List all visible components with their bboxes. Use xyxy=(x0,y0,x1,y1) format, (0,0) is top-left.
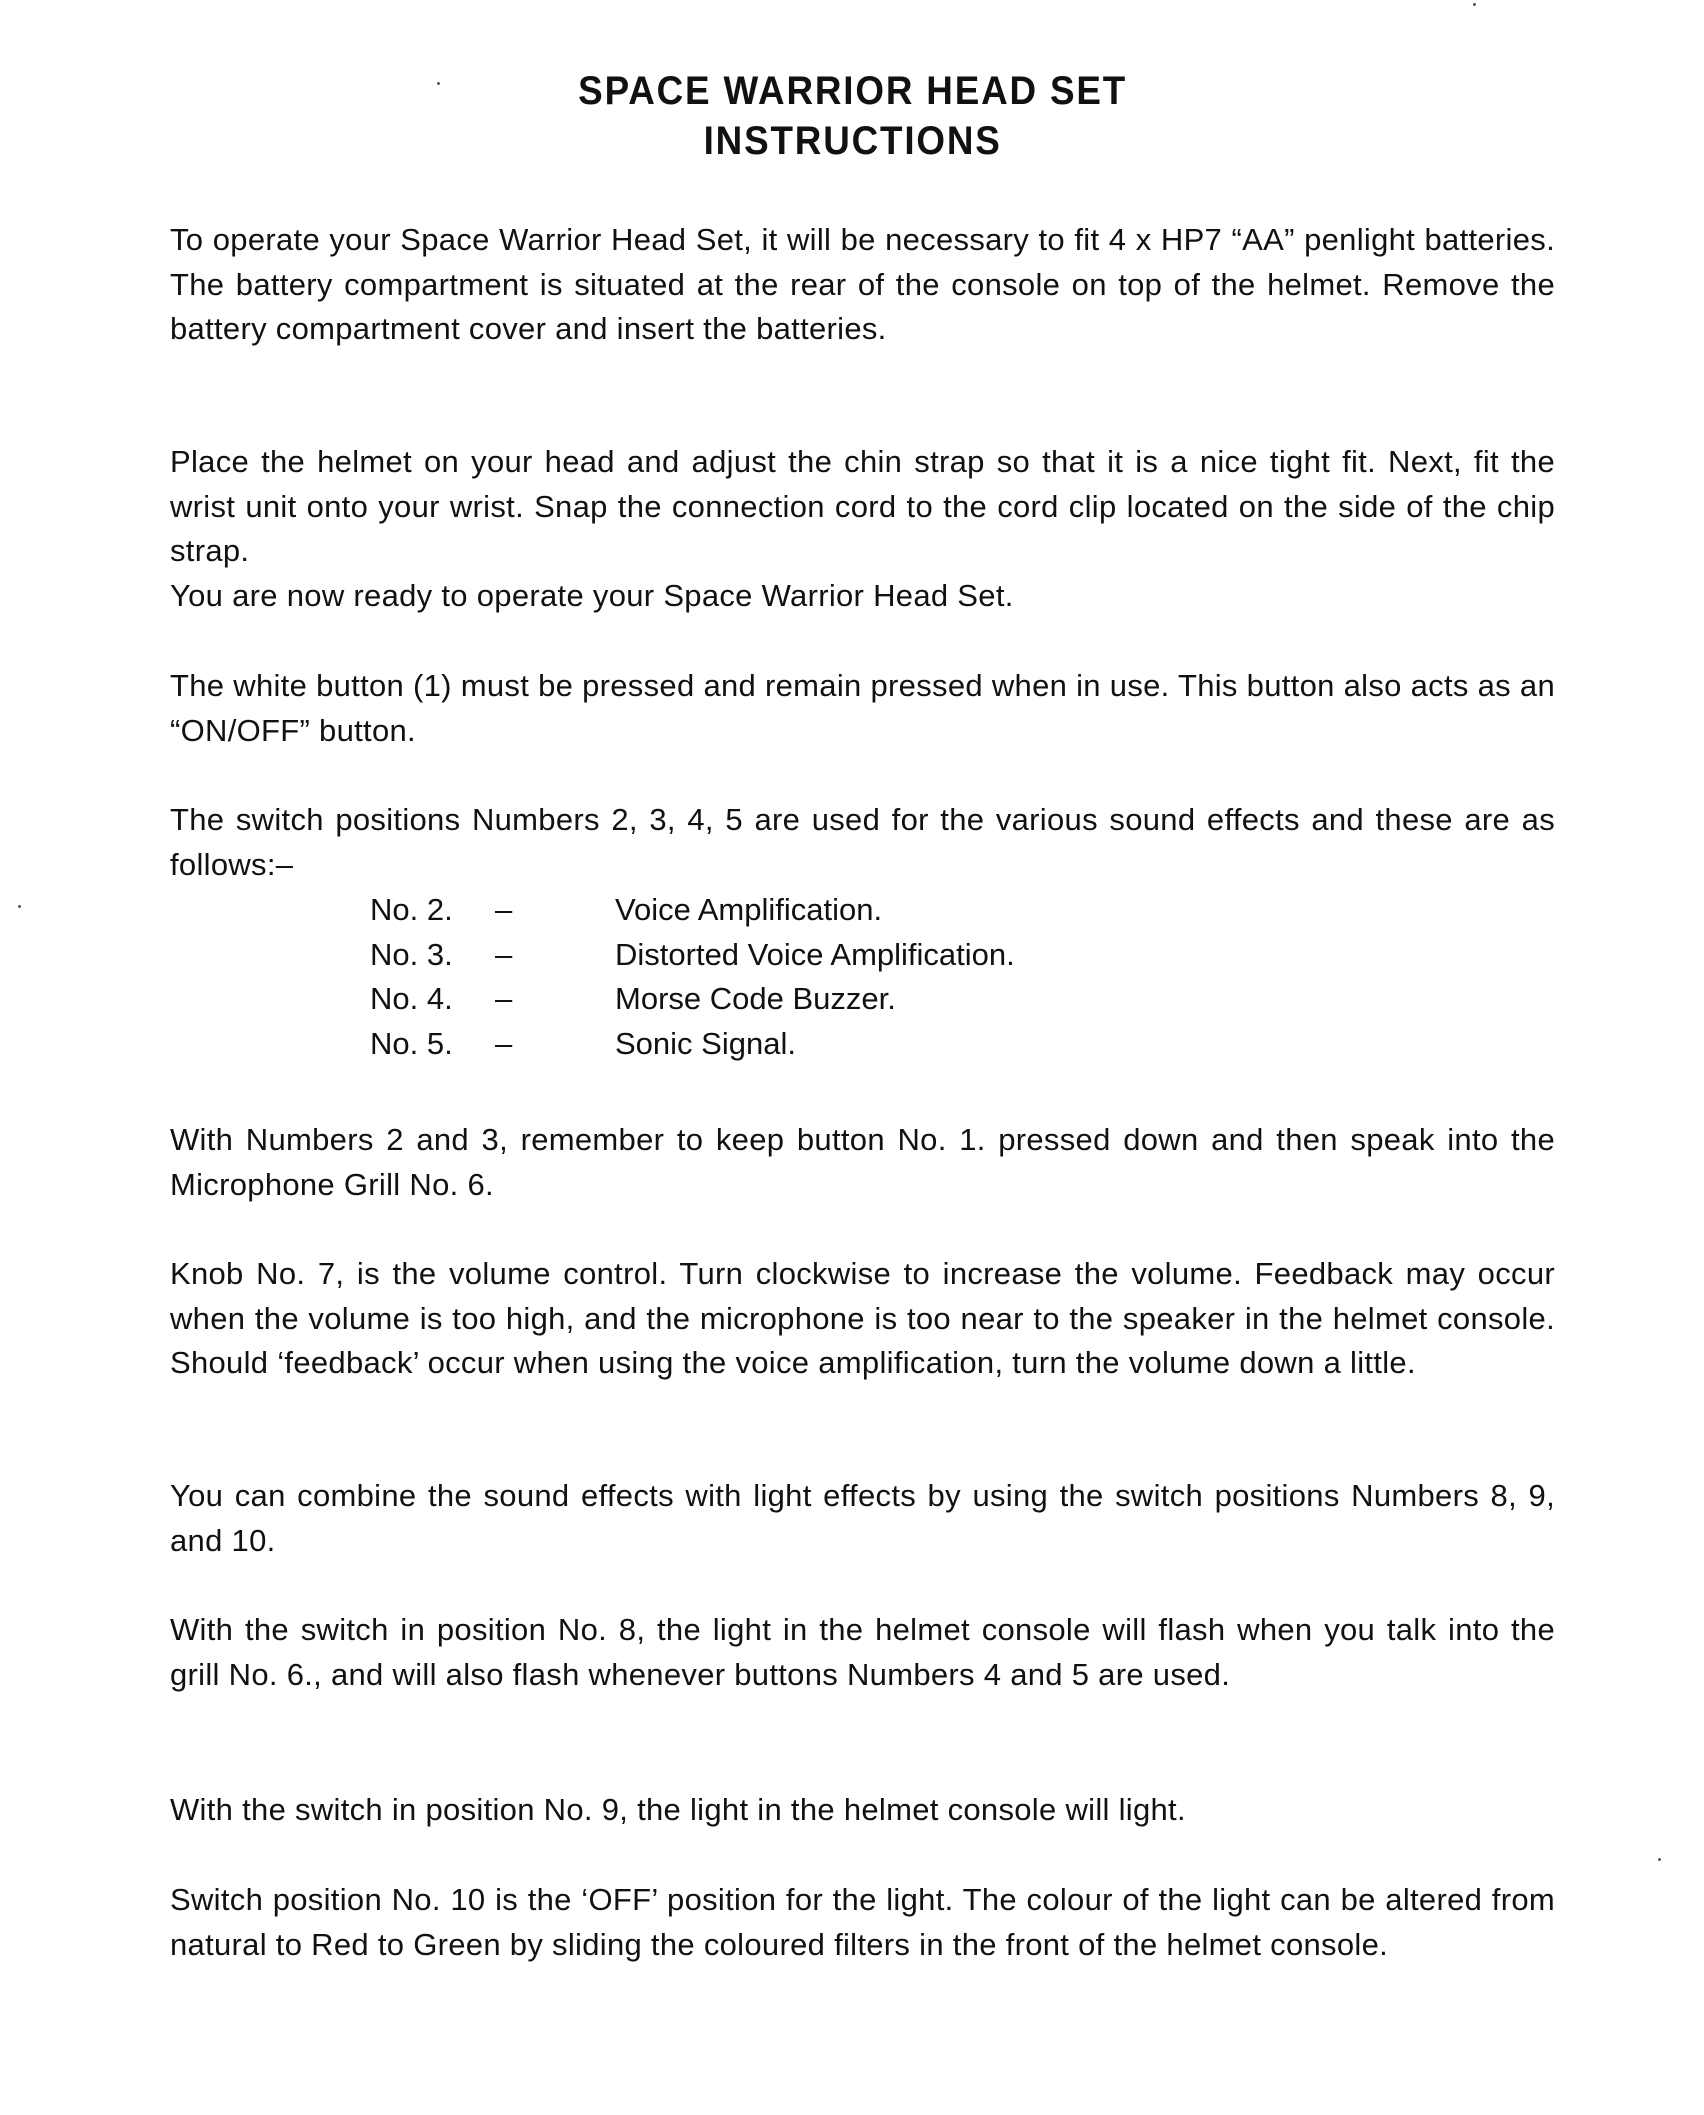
paragraph-batteries xyxy=(170,218,1555,352)
paragraph-light-effects xyxy=(170,1474,1555,1563)
scan-speck xyxy=(18,905,21,908)
list-item xyxy=(370,1022,1015,1067)
paragraph-text: With the switch in position No. 9, the light in the helmet console will light. xyxy=(170,1792,1186,1827)
paragraph-text: Place the helmet on your head and adjust the chin strap so that it is a nice tight fit. Next, fit the wrist unit onto your wrist. Snap the connection cord to the cord clip located on the side of the chip strap. xyxy=(170,444,1555,568)
list-item xyxy=(370,888,1015,933)
paragraph-text: You can combine the sound effects with light effects by using the switch positions Numbers 8, 9, and 10. xyxy=(170,1478,1555,1558)
list-item-number: No. 5. xyxy=(370,1025,453,1061)
paragraph-text: To operate your Space Warrior Head Set, it will be necessary to fit 4 x HP7 “AA” penlight batteries. The battery compartment is situated at the rear of the console on top of the helmet. Remove the battery compartment cover and insert the batteries. xyxy=(170,222,1555,346)
paragraph-text: The switch positions Numbers 2, 3, 4, 5 are used for the various sound effects and these are as follows:– xyxy=(170,802,1555,882)
list-item xyxy=(370,977,1015,1022)
paragraph-text: With the switch in position No. 8, the light in the helmet console will flash when you talk into the grill No. 6., and will also flash whenever buttons Numbers 4 and 5 are used. xyxy=(170,1612,1555,1692)
list-item-description: Voice Amplification. xyxy=(615,892,883,927)
paragraph-position-8 xyxy=(170,1608,1555,1697)
list-item-description: Distorted Voice Amplification. xyxy=(615,936,1015,972)
list-item-dash: – xyxy=(495,981,513,1016)
paragraph-fitting xyxy=(170,440,1555,618)
paragraph-text: The white button (1) must be pressed and remain pressed when in use. This button also acts as an “ON/OFF” button. xyxy=(170,668,1555,748)
list-item-dash: – xyxy=(495,936,513,972)
paragraph-text: With Numbers 2 and 3, remember to keep button No. 1. pressed down and then speak into the Microphone Grill No. 6. xyxy=(170,1122,1555,1202)
title-line-2: INSTRUCTIONS xyxy=(703,119,1002,163)
list-item-dash: – xyxy=(495,892,513,927)
list-item-number: No. 3. xyxy=(370,936,453,972)
paragraph-white-button xyxy=(170,664,1555,753)
paragraph-text: Switch position No. 10 is the ‘OFF’ position for the light. The colour of the light can be altered from natural to Red to Green by sliding the coloured filters in the front of the helmet console. xyxy=(170,1882,1555,1962)
list-item-description: Morse Code Buzzer. xyxy=(615,981,896,1016)
paragraph-text: Knob No. 7, is the volume control. Turn clockwise to increase the volume. Feedback may occur when the volume is too high, and the microphone is too near to the speaker in the helmet console. Should ‘feedback’ occur when using the voice amplification, turn the volume down a little. xyxy=(170,1256,1555,1380)
list-item-description: Sonic Signal. xyxy=(615,1025,796,1061)
paragraph-ready: You are now ready to operate your Space Warrior Head Set. xyxy=(170,577,1014,613)
scan-speck xyxy=(1473,3,1476,6)
paragraph-position-9 xyxy=(170,1788,1555,1833)
sound-effects-list xyxy=(370,888,1015,1066)
list-item-number: No. 2. xyxy=(370,892,453,927)
scan-speck xyxy=(1658,1858,1661,1861)
paragraph-position-10 xyxy=(170,1878,1555,1967)
list-item xyxy=(370,933,1015,978)
title-line-1: SPACE WARRIOR HEAD SET xyxy=(578,69,1128,113)
list-item-dash: – xyxy=(495,1025,513,1061)
scan-speck xyxy=(437,82,440,85)
page-title xyxy=(69,66,1637,166)
list-item-number: No. 4. xyxy=(370,981,453,1016)
paragraph-volume xyxy=(170,1252,1555,1386)
paragraph-switch-positions xyxy=(170,798,1555,887)
paragraph-microphone xyxy=(170,1118,1555,1207)
